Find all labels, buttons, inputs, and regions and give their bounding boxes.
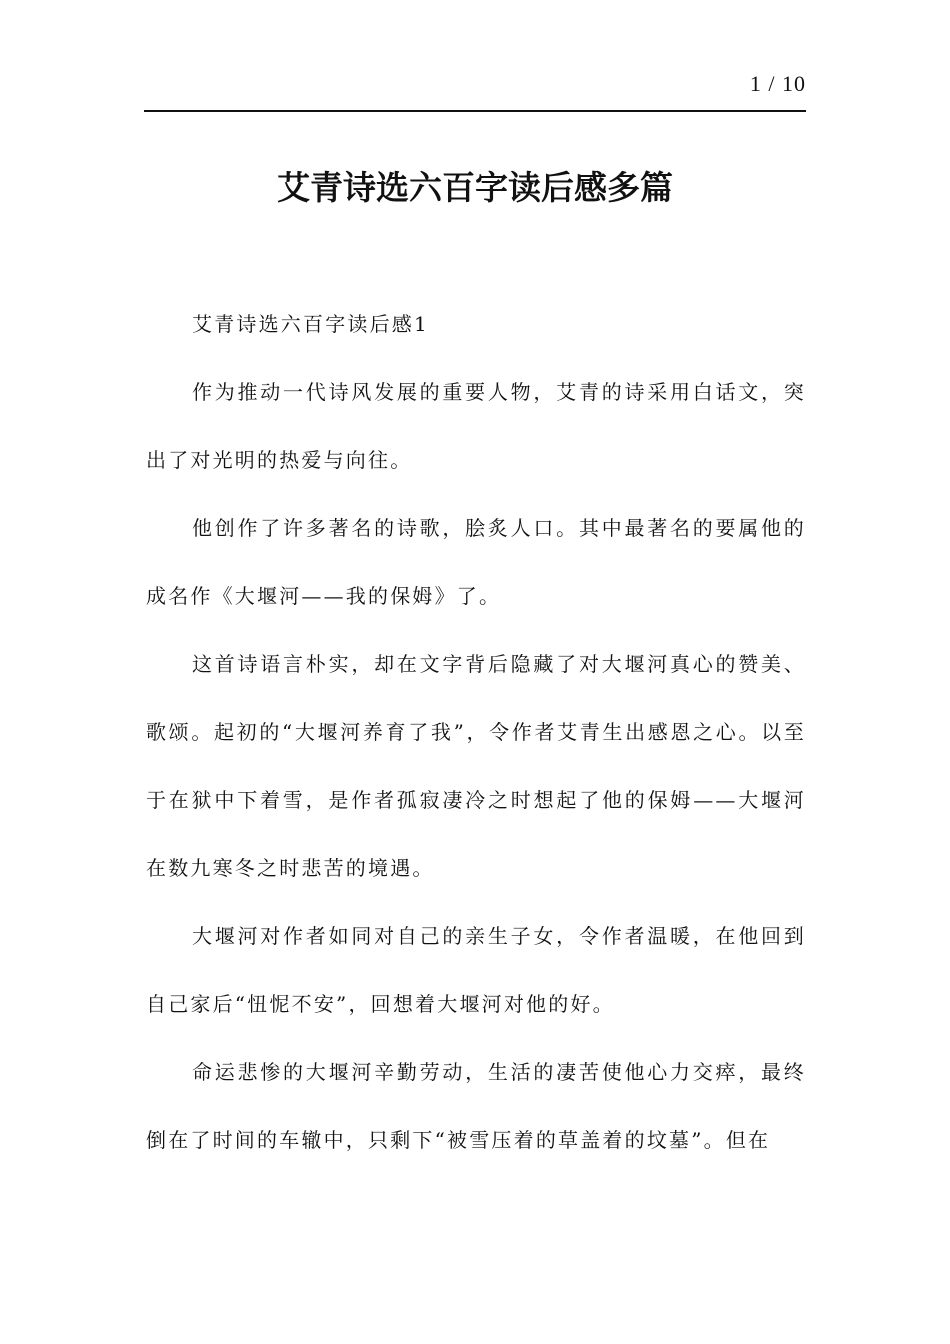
- paragraph: 这首诗语言朴实，却在文字背后隐藏了对大堰河真心的赞美、歌颂。起初的“大堰河养育了我”，令作者艾青生出感恩之心。以至于在狱中下着雪，是作者孤寂凄冷之时想起了他的保姆——大堰河在数九寒冬之时悲苦的境遇。: [146, 652, 806, 880]
- document-title: 艾青诗选六百字读后感多篇: [277, 168, 673, 207]
- section-heading: 艾青诗选六百字读后感1: [192, 312, 429, 336]
- paragraph: 他创作了许多著名的诗歌，脍炙人口。其中最著名的要属他的成名作《大堰河——我的保姆》了。: [146, 516, 806, 608]
- page-number: 1 / 10: [749, 71, 806, 96]
- paragraph: 命运悲惨的大堰河辛勤劳动，生活的凄苦使他心力交瘁，最终倒在了时间的车辙中，只剩下“被雪压着的草盖着的坟墓”。但在: [146, 1060, 806, 1152]
- paragraph: 大堰河对作者如同对自己的亲生子女，令作者温暖，在他回到自己家后“忸怩不安”，回想着大堰河对他的好。: [146, 924, 806, 1016]
- paragraph: 作为推动一代诗风发展的重要人物，艾青的诗采用白话文，突出了对光明的热爱与向往。: [146, 380, 806, 472]
- header-divider: [144, 110, 806, 112]
- document-body: [146, 290, 806, 1174]
